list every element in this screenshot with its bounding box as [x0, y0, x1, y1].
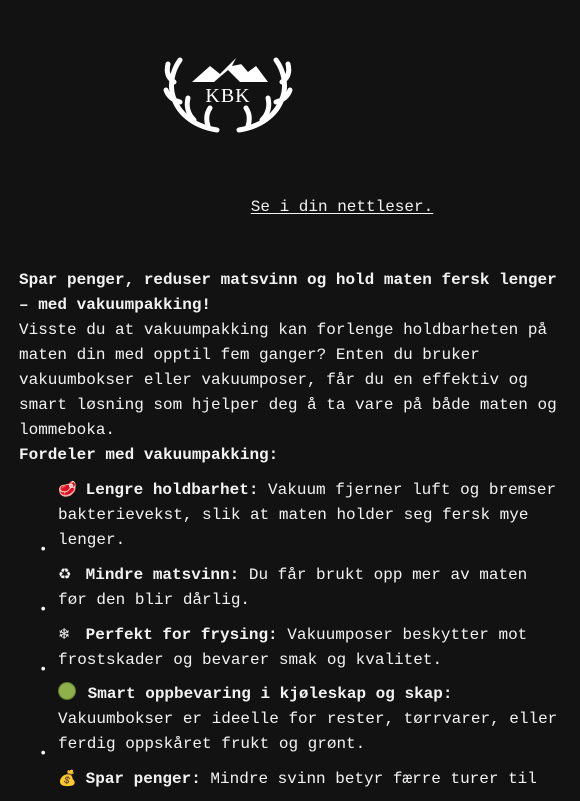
- kbk-logo[interactable]: [162, 52, 294, 136]
- view-in-browser: [0, 198, 580, 216]
- benefits-list: [19, 477, 564, 792]
- salad-icon: [58, 682, 76, 700]
- benefit-text: Mindre svinn betyr færre turer til: [200, 770, 537, 788]
- view-in-browser-link[interactable]: Se i din nettleser.: [250, 198, 434, 216]
- headline: Spar penger, reduser matsvinn og hold maten fersk lenger – med vakuumpakking!: [19, 271, 557, 314]
- bullet-icon: •: [39, 662, 48, 678]
- benefit-title: Spar penger:: [85, 770, 201, 788]
- bullet-icon: •: [39, 746, 48, 762]
- benefit-text: Du får brukt opp mer av maten før den blir dårlig.: [58, 566, 528, 609]
- list-item: [19, 766, 564, 792]
- snowflake-icon: ❄: [58, 625, 71, 643]
- benefit-title: Smart oppbevaring i kjøleskap og skap:: [87, 685, 453, 703]
- benefit-title: Perfekt for frysing:: [85, 626, 278, 644]
- list-item: [19, 477, 564, 558]
- list-item: [19, 682, 564, 762]
- logo-text: KBK: [205, 85, 251, 107]
- recycle-icon: ♻: [58, 565, 72, 583]
- money-bag-icon: 💰: [58, 769, 77, 787]
- benefit-text: Vakuumposer beskytter mot frostskader og bevarer smak og kvalitet.: [58, 626, 528, 669]
- meat-icon: 🥩: [58, 480, 77, 498]
- bullet-icon: •: [39, 542, 48, 558]
- list-item: [19, 562, 564, 618]
- list-item: [19, 622, 564, 678]
- bullet-icon: •: [39, 602, 48, 618]
- benefits-title: Fordeler med vakuumpakking:: [19, 446, 279, 464]
- benefit-title: Mindre matsvinn:: [85, 566, 240, 584]
- benefit-text: Vakuumbokser er ideelle for rester, tørrvarer, eller ferdig oppskåret frukt og grønt.: [58, 710, 558, 753]
- benefit-title: Lengre holdbarhet:: [85, 481, 259, 499]
- benefit-text: Vakuum fjerner luft og bremser bakterievekst, slik at maten holder seg fersk mye lenger.: [58, 481, 557, 549]
- intro-paragraph: Visste du at vakuumpakking kan forlenge holdbarheten på maten din med opptil fem ganger? Enten du bruker vakuumbokser eller vakuumposer, får du en effektiv og smart løsning som hjelper deg å ta vare på både maten og lommeboka.: [19, 321, 557, 439]
- email-body: [19, 268, 564, 801]
